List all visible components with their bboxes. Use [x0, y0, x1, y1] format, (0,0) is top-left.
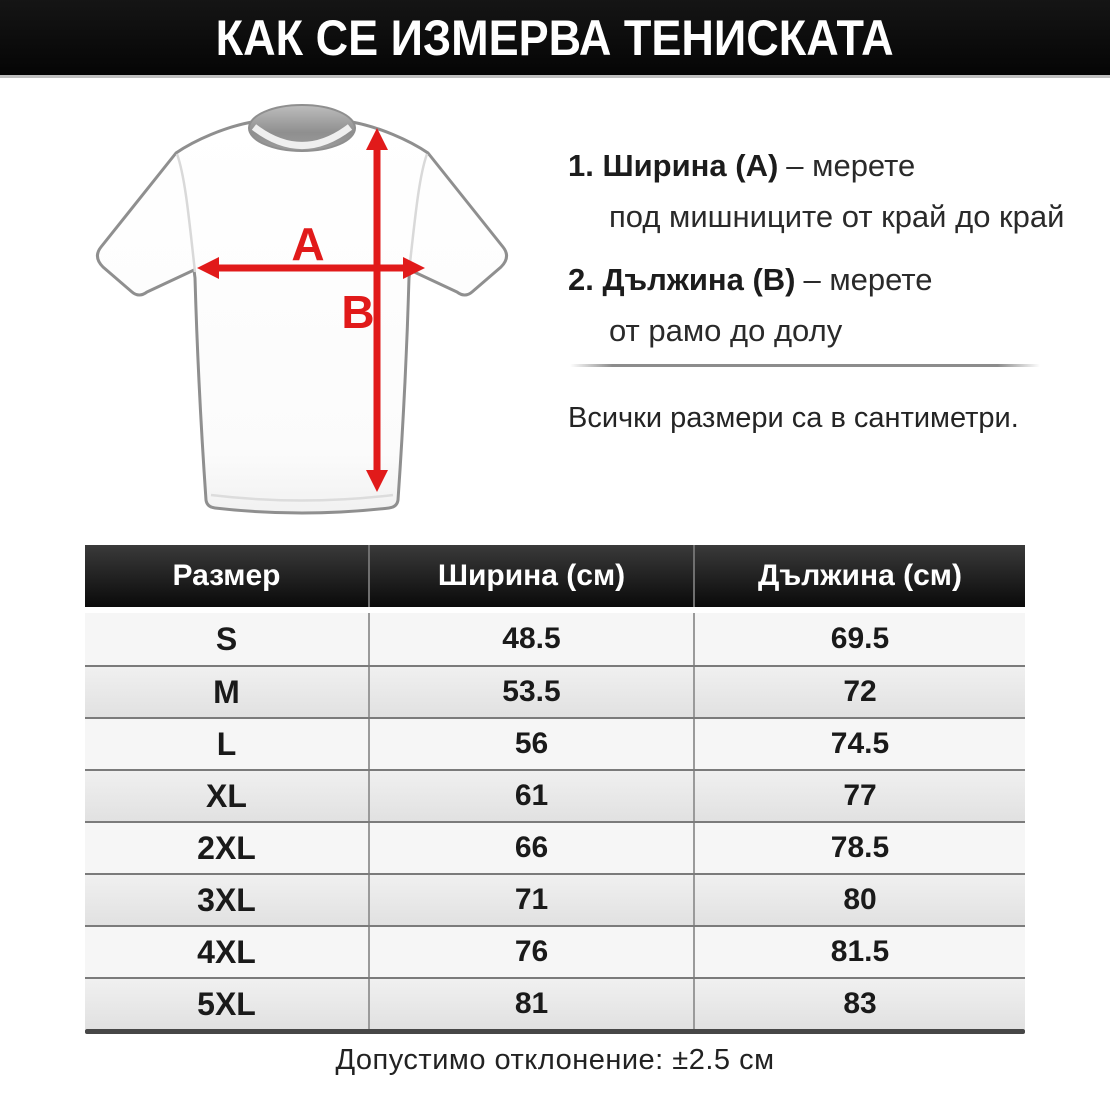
cell-length: 77 — [693, 771, 1025, 821]
table-row — [85, 769, 1025, 821]
cell-width: 53.5 — [368, 667, 693, 717]
instruction-length — [568, 262, 932, 348]
cell-size: 3XL — [197, 881, 256, 918]
size-table-body — [85, 613, 1025, 1029]
cell-width: 66 — [368, 823, 693, 873]
table-row — [85, 925, 1025, 977]
cell-length: 83 — [693, 979, 1025, 1029]
header-length: Дължина (см) — [693, 545, 1025, 607]
cell-size: L — [216, 725, 237, 762]
length-label: B — [341, 286, 375, 338]
instruction-length-term: 2. Дължина (В) — [568, 262, 796, 297]
header-size: Размер — [172, 559, 281, 592]
tshirt-measurement-diagram — [78, 98, 530, 543]
cell-size: 2XL — [197, 829, 256, 866]
cell-width: 76 — [368, 927, 693, 977]
header-width: Ширина (см) — [368, 545, 693, 607]
table-row — [85, 665, 1025, 717]
cell-width: 56 — [368, 719, 693, 769]
units-note: Всички размери са в сантиметри. — [568, 402, 1019, 434]
instruction-width-lead: – мерете — [786, 148, 916, 183]
cell-length: 78.5 — [693, 823, 1025, 873]
cell-size: XL — [206, 777, 247, 814]
instruction-width — [568, 148, 1064, 234]
cell-width: 81 — [368, 979, 693, 1029]
cell-length: 72 — [693, 667, 1025, 717]
cell-size: S — [215, 620, 238, 657]
size-table-header — [85, 545, 1025, 607]
cell-width: 71 — [368, 875, 693, 925]
cell-width: 61 — [368, 771, 693, 821]
cell-size: 5XL — [197, 985, 256, 1022]
width-label: A — [291, 218, 325, 270]
instruction-width-term: 1. Ширина (А) — [568, 148, 779, 183]
title-bar — [0, 0, 1110, 78]
cell-length: 74.5 — [693, 719, 1025, 769]
instruction-width-detail: под мишниците от край до край — [609, 198, 1065, 234]
cell-length: 80 — [693, 875, 1025, 925]
table-bottom-border — [85, 1029, 1025, 1034]
table-row — [85, 613, 1025, 665]
table-row — [85, 977, 1025, 1029]
table-row — [85, 873, 1025, 925]
cell-width: 48.5 — [368, 613, 693, 665]
size-table — [85, 545, 1025, 1034]
cell-length: 69.5 — [693, 613, 1025, 665]
instruction-length-lead: – мерете — [803, 262, 933, 297]
cell-size: M — [213, 673, 240, 710]
tolerance-note: Допустимо отклонение: ±2.5 см — [335, 1044, 775, 1076]
table-row — [85, 717, 1025, 769]
table-row — [85, 821, 1025, 873]
tshirt-shape — [97, 105, 506, 513]
instruction-length-detail: от рамо до долу — [609, 312, 843, 348]
cell-length: 81.5 — [693, 927, 1025, 977]
section-divider — [570, 364, 1040, 367]
cell-size: 4XL — [197, 933, 256, 970]
page-title: КАК СЕ ИЗМЕРВА ТЕНИСКАТА — [216, 9, 894, 66]
